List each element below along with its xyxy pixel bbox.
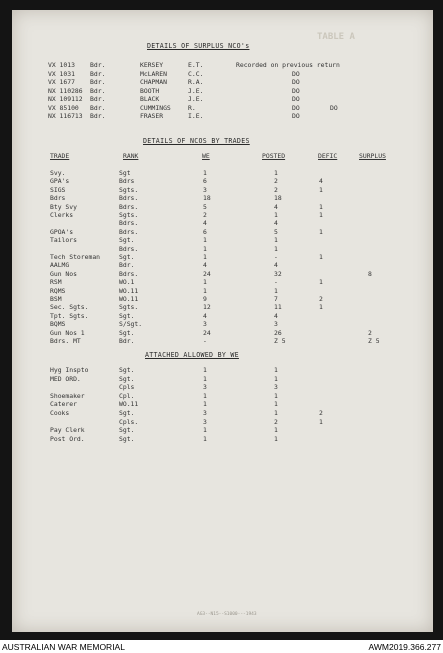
printer-imprint: AG3--N15--S1000---1943 — [197, 612, 257, 617]
table-row — [12, 296, 433, 303]
cell-rank: Bdrs. — [119, 194, 139, 203]
cell-posted: 32 — [274, 269, 282, 278]
cell-defic: 2 — [319, 295, 323, 303]
cell-rank: Bdrs. — [119, 244, 139, 253]
surplus-row — [12, 96, 433, 103]
cell-trade: Tailors — [50, 236, 77, 245]
table-row — [12, 330, 433, 337]
service-number: VX 1031 — [48, 69, 75, 78]
cell-rank: Sgt. — [119, 434, 135, 443]
surplus-title: DETAILS OF SURPLUS NCO's — [147, 42, 250, 50]
cell-defic: 1 — [319, 202, 323, 211]
cell-we: 3 — [203, 185, 207, 194]
cell-trade: GPA's — [50, 177, 70, 186]
note: DO — [292, 69, 300, 78]
cell-we: 1 — [203, 426, 207, 435]
cell-we: 5 — [203, 202, 207, 211]
cell-trade: RQMS — [50, 286, 66, 295]
cell-we: 12 — [203, 303, 211, 312]
table-row — [12, 246, 433, 253]
table-row — [12, 338, 433, 345]
cell-rank: WO.11 — [119, 400, 139, 409]
cell-posted: 2 — [274, 417, 278, 426]
cell-defic: 1 — [319, 278, 323, 287]
cell-trade: Cooks — [50, 409, 70, 417]
cell-trade: Bdrs. MT — [50, 337, 81, 345]
cell-defic: 1 — [319, 185, 323, 194]
table-row — [12, 271, 433, 278]
cell-posted: 4 — [274, 219, 278, 228]
table-row — [12, 436, 433, 443]
cell-we: 4 — [203, 311, 207, 320]
cell-rank: Cpls — [119, 383, 135, 392]
surname: CUMMINGS — [140, 103, 171, 112]
cell-we: 1 — [203, 400, 207, 409]
cell-we: 6 — [203, 227, 207, 236]
note-extra: DO — [330, 103, 338, 112]
cell-trade: RSM — [50, 278, 62, 287]
cell-we: 1 — [203, 244, 207, 253]
service-number: VX 1013 — [48, 61, 75, 69]
cell-trade: MED ORD. — [50, 374, 81, 383]
cell-defic: 2 — [319, 409, 323, 417]
header-rank: RANK — [123, 152, 139, 160]
cell-posted: 1 — [274, 400, 278, 409]
cell-we: 4 — [203, 261, 207, 270]
cell-rank: Sgt. — [119, 426, 135, 435]
cell-trade: BSM — [50, 295, 62, 303]
table-row — [12, 262, 433, 269]
service-number: NX 110286 — [48, 86, 83, 95]
cell-defic: 1 — [319, 417, 323, 426]
note: DO — [292, 78, 300, 86]
cell-surplus: Z 5 — [368, 337, 380, 345]
cell-posted: - — [274, 253, 278, 261]
table-row — [12, 321, 433, 328]
table-row — [12, 393, 433, 400]
note: Recorded on previous return — [236, 61, 340, 69]
surname: McLAREN — [140, 69, 167, 78]
cell-trade: Bdrs — [50, 194, 66, 203]
cell-we: 1 — [203, 169, 207, 177]
caption-bar — [0, 640, 443, 653]
cell-rank: Sgts. — [119, 211, 139, 219]
cell-defic: 1 — [319, 211, 323, 219]
cell-rank: WO.11 — [119, 295, 139, 303]
cell-posted: 1 — [274, 391, 278, 400]
surname: KERSEY — [140, 61, 164, 69]
cell-rank: S/Sgt. — [119, 320, 143, 329]
table-row — [12, 178, 433, 185]
cell-posted: 3 — [274, 320, 278, 329]
cell-posted: 2 — [274, 177, 278, 186]
cell-trade: Tech Storeman — [50, 253, 101, 261]
table-row — [12, 237, 433, 244]
cell-posted: - — [274, 278, 278, 287]
header-posted: POSTED — [262, 152, 286, 160]
table-row — [12, 401, 433, 408]
surname: BOOTH — [140, 86, 160, 95]
service-number: NX 109112 — [48, 95, 83, 103]
initials: R. — [188, 103, 196, 112]
header-trade: TRADE — [50, 152, 70, 160]
cell-rank: Sgt. — [119, 366, 135, 374]
rank: Bdr. — [90, 78, 106, 86]
table-row — [12, 279, 433, 286]
initials: C.C. — [188, 69, 204, 78]
table-row — [12, 427, 433, 434]
cell-posted: 1 — [274, 409, 278, 417]
surname: FRASER — [140, 112, 164, 120]
table-row — [12, 367, 433, 374]
surname: BLACK — [140, 95, 160, 103]
cell-surplus: 2 — [368, 328, 372, 337]
cell-trade: Bty Svy — [50, 202, 77, 211]
cell-defic: 1 — [319, 253, 323, 261]
table-row — [12, 170, 433, 177]
cell-posted: 5 — [274, 227, 278, 236]
table-row — [12, 288, 433, 295]
cell-rank: Bdrs. — [119, 227, 139, 236]
table-row — [12, 187, 433, 194]
surplus-row — [12, 62, 433, 69]
cell-trade: BQMS — [50, 320, 66, 329]
cell-rank: Sgt. — [119, 236, 135, 245]
initials: R.A. — [188, 78, 204, 86]
table-row — [12, 304, 433, 311]
cell-posted: 4 — [274, 311, 278, 320]
cell-posted: 1 — [274, 169, 278, 177]
cell-we: 1 — [203, 391, 207, 400]
cell-trade: Caterer — [50, 400, 77, 409]
attached-title: ATTACHED ALLOWED BY WE — [145, 351, 239, 359]
table-row — [12, 384, 433, 391]
cell-rank: Sgt. — [119, 409, 135, 417]
cell-we: 3 — [203, 383, 207, 392]
rank: Bdr. — [90, 103, 106, 112]
cell-rank: Sgt. — [119, 328, 135, 337]
initials: E.T. — [188, 61, 204, 69]
cell-we: 1 — [203, 253, 207, 261]
cell-trade: Tpt. Sgts. — [50, 311, 89, 320]
surplus-row — [12, 113, 433, 120]
cell-we: 6 — [203, 177, 207, 186]
note: DO — [292, 86, 300, 95]
cell-posted: 1 — [274, 211, 278, 219]
cell-rank: WO.1 — [119, 278, 135, 287]
cell-surplus: 8 — [368, 269, 372, 278]
cell-rank: Sgt. — [119, 253, 135, 261]
note: DO — [292, 95, 300, 103]
cell-trade: Svy. — [50, 169, 66, 177]
cell-posted: 26 — [274, 328, 282, 337]
cell-trade: Post Ord. — [50, 434, 85, 443]
cell-rank: Sgt. — [119, 374, 135, 383]
cell-we: 2 — [203, 211, 207, 219]
table-row — [12, 195, 433, 202]
cell-posted: 1 — [274, 366, 278, 374]
cell-we: 24 — [203, 328, 211, 337]
service-number: VX 1677 — [48, 78, 75, 86]
service-number: NX 116713 — [48, 112, 83, 120]
cell-trade: AALMG — [50, 261, 70, 270]
rank: Bdr. — [90, 95, 106, 103]
cell-trade: Pay Clerk — [50, 426, 85, 435]
rank: Bdr. — [90, 61, 106, 69]
cell-posted: 2 — [274, 185, 278, 194]
table-row — [12, 313, 433, 320]
cell-we: 24 — [203, 269, 211, 278]
document-page — [12, 10, 433, 632]
cell-we: 1 — [203, 286, 207, 295]
table-row — [12, 212, 433, 219]
cell-rank: WO.11 — [119, 286, 139, 295]
cell-defic: 1 — [319, 303, 323, 312]
cell-posted: 7 — [274, 295, 278, 303]
cell-posted: 1 — [274, 244, 278, 253]
table-row — [12, 204, 433, 211]
cell-rank: Cpls. — [119, 417, 139, 426]
cell-trade: SIGS — [50, 185, 66, 194]
table-row — [12, 220, 433, 227]
rank: Bdr. — [90, 112, 106, 120]
cell-defic: 4 — [319, 177, 323, 186]
cell-trade: Shoemaker — [50, 391, 85, 400]
cell-posted: 1 — [274, 434, 278, 443]
cell-we: 3 — [203, 320, 207, 329]
cell-rank: Bdr. — [119, 337, 135, 345]
cell-rank: Bdrs. — [119, 219, 139, 228]
surplus-row — [12, 105, 433, 112]
surplus-row — [12, 79, 433, 86]
table-row — [12, 229, 433, 236]
cell-posted: 3 — [274, 383, 278, 392]
cell-posted: 1 — [274, 426, 278, 435]
cell-trade: GPOA's — [50, 227, 74, 236]
note: DO — [292, 103, 300, 112]
cell-trade: Hyg Inspto — [50, 366, 89, 374]
cell-posted: 1 — [274, 286, 278, 295]
cell-we: 3 — [203, 417, 207, 426]
cell-we: 1 — [203, 366, 207, 374]
cell-posted: 4 — [274, 261, 278, 270]
cell-posted: 11 — [274, 303, 282, 312]
cell-posted: 4 — [274, 202, 278, 211]
rank: Bdr. — [90, 86, 106, 95]
cell-rank: Sgt — [119, 169, 131, 177]
cell-we: 9 — [203, 295, 207, 303]
footer-left: AUSTRALIAN WAR MEMORIAL — [2, 642, 125, 652]
trades-title: DETAILS OF NCOS BY TRADES — [143, 137, 250, 145]
surplus-row — [12, 71, 433, 78]
cell-trade: Gun Nos 1 — [50, 328, 85, 337]
cell-posted: 1 — [274, 236, 278, 245]
bleed-through-text: TABLE A — [317, 32, 355, 42]
cell-rank: Bdrs. — [119, 202, 139, 211]
header-surplus: SURPLUS — [359, 152, 386, 160]
note: DO — [292, 112, 300, 120]
cell-rank: Cpl. — [119, 391, 135, 400]
cell-rank: Sgt. — [119, 311, 135, 320]
cell-we: 1 — [203, 374, 207, 383]
cell-we: 1 — [203, 434, 207, 443]
service-number: VX 85100 — [48, 103, 79, 112]
cell-rank: Bdrs. — [119, 269, 139, 278]
cell-we: 18 — [203, 194, 211, 203]
cell-we: 1 — [203, 278, 207, 287]
rank: Bdr. — [90, 69, 106, 78]
initials: J.E. — [188, 95, 204, 103]
cell-trade: Sec. Sgts. — [50, 303, 89, 312]
cell-trade: Gun Nos — [50, 269, 77, 278]
cell-rank: Sgts. — [119, 185, 139, 194]
table-row — [12, 419, 433, 426]
cell-trade: Clerks — [50, 211, 74, 219]
header-defic: DEFIC — [318, 152, 338, 160]
cell-we: - — [203, 337, 207, 345]
table-row — [12, 376, 433, 383]
cell-we: 4 — [203, 219, 207, 228]
surname: CHAPMAN — [140, 78, 167, 86]
cell-rank: Bdrs — [119, 177, 135, 186]
cell-we: 3 — [203, 409, 207, 417]
initials: I.E. — [188, 112, 204, 120]
cell-we: 1 — [203, 236, 207, 245]
cell-posted: 1 — [274, 374, 278, 383]
cell-rank: Sgts. — [119, 303, 139, 312]
surplus-row — [12, 88, 433, 95]
header-we: WE — [202, 152, 210, 160]
initials: J.E. — [188, 86, 204, 95]
table-row — [12, 254, 433, 261]
cell-defic: 1 — [319, 227, 323, 236]
cell-posted: Z 5 — [274, 337, 286, 345]
cell-posted: 18 — [274, 194, 282, 203]
table-row — [12, 410, 433, 417]
footer-right: AWM2019.366.277 — [368, 642, 441, 652]
cell-rank: Bdr. — [119, 261, 135, 270]
